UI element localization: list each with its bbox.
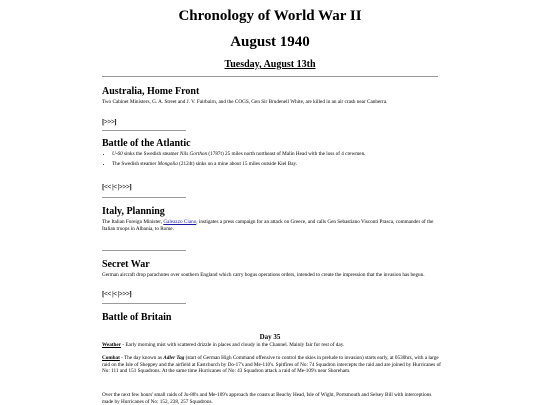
first-day-button[interactable]: [<< xyxy=(102,183,111,191)
nav-atlantic xyxy=(102,183,131,191)
last-day-button[interactable]: >>] xyxy=(107,118,117,126)
section-text: Two Cabinet Ministers, G. A. Street and J. V. Fairbairn, and the COGS, Gen Sir Brudenell White, are killed in an air crash near Canberra. xyxy=(102,99,388,105)
section-divider xyxy=(102,197,186,198)
ship-name: Mongolia xyxy=(157,160,178,167)
section-atlantic xyxy=(102,138,442,170)
header-divider xyxy=(102,76,438,77)
section-text xyxy=(102,219,442,232)
adler-tag: Adler Tag xyxy=(163,355,185,361)
section-divider xyxy=(102,130,186,131)
item-text: The Swedish steamer xyxy=(112,160,158,167)
section-divider xyxy=(102,250,186,251)
weather-label: Weather xyxy=(102,342,122,348)
ship-name: U-60 xyxy=(112,151,123,157)
last-day-button[interactable]: >>] xyxy=(122,183,132,191)
combat-paragraph xyxy=(102,355,442,375)
list-item xyxy=(112,161,442,168)
section-australia xyxy=(102,86,442,106)
text-part: The Italian Foreign Minister, xyxy=(102,219,164,225)
first-day-button[interactable]: [<< xyxy=(102,290,111,298)
day-label: Day 35 xyxy=(259,333,281,341)
atlantic-list xyxy=(102,151,442,167)
last-day-button[interactable]: >>] xyxy=(122,290,132,298)
combat-label: Combat xyxy=(102,355,120,361)
section-italy xyxy=(102,206,442,232)
section-heading: Battle of the Atlantic xyxy=(102,138,191,149)
nav-secret-war xyxy=(102,290,131,298)
weather-paragraph xyxy=(102,342,442,349)
next-day-button[interactable]: [> xyxy=(102,118,108,126)
section-heading: Italy, Planning xyxy=(102,206,165,217)
ship-name: Nils Gorthon xyxy=(179,151,208,157)
weather-text: - Early morning mist with scattered drizzle in places and cloudy in the Channel. Mainly fair for rest of day. xyxy=(121,342,345,348)
prev-day-button[interactable]: |< xyxy=(112,183,117,191)
page-month: August 1940 xyxy=(230,34,310,50)
page-title: Chronology of World War II xyxy=(178,8,362,24)
item-text: sinks the Swedish steamer xyxy=(122,151,180,157)
section-heading: Battle of Britain xyxy=(102,312,172,323)
section-secret-war xyxy=(102,259,442,279)
prev-day-button[interactable]: |< xyxy=(112,290,117,298)
item-text: (2124t) sinks on a mine about 15 miles outside Kiel Bay. xyxy=(177,160,298,167)
raids-paragraph: Over the next few hours' small raids of Ju-88's and Me-109's approach the coasts at Beachy Head, Isle of Wight, Portsmouth and Selsey Bill with interceptions made by Hurricanes of No: 152, 238, 257 Squadrons. xyxy=(102,392,432,405)
section-battle-of-britain xyxy=(102,312,442,325)
text-part: , instigates a press campaign for an attack on Greece, and calls Gen Sebastiano Visconti Prasca, commander of the Italian troops in Albania, to Rome. xyxy=(102,219,434,232)
section-heading: Australia, Home Front xyxy=(102,86,200,97)
nav-australia xyxy=(102,118,116,126)
section-divider xyxy=(102,303,186,304)
section-text: German aircraft drop parachutes over southern England which carry bogus operations orders, intended to create the impression that the invasion has begun. xyxy=(102,272,425,278)
combat-text: (start of German High Command offensive to control the skies in prelude to invasion) starts early, at 0530hrs, with a large raid on the Isle of Sheppey and the airfield at Eastchurch by Do-17's and Me-110's. Spitfires of No: 74 Squadron intercepts the raid and are joined by Hurricanes of No: 111 and 151 Squadrons. At the same time Hurricanes of No: 43 Squadron attack a raid of Me-109's near Shoreham. xyxy=(102,355,441,375)
list-item xyxy=(112,151,442,158)
ciano-link[interactable]: Galeazzo Ciano xyxy=(163,219,197,225)
next-day-button[interactable]: |> xyxy=(117,183,123,191)
section-heading: Secret War xyxy=(102,259,150,270)
next-day-button[interactable]: |> xyxy=(117,290,123,298)
combat-text: - The day known as xyxy=(119,355,164,361)
page-date: Tuesday, August 13th xyxy=(224,59,316,70)
item-text: (1787t) 25 miles north northeast of Malin Head with the loss of 4 crewmen. xyxy=(207,151,366,157)
